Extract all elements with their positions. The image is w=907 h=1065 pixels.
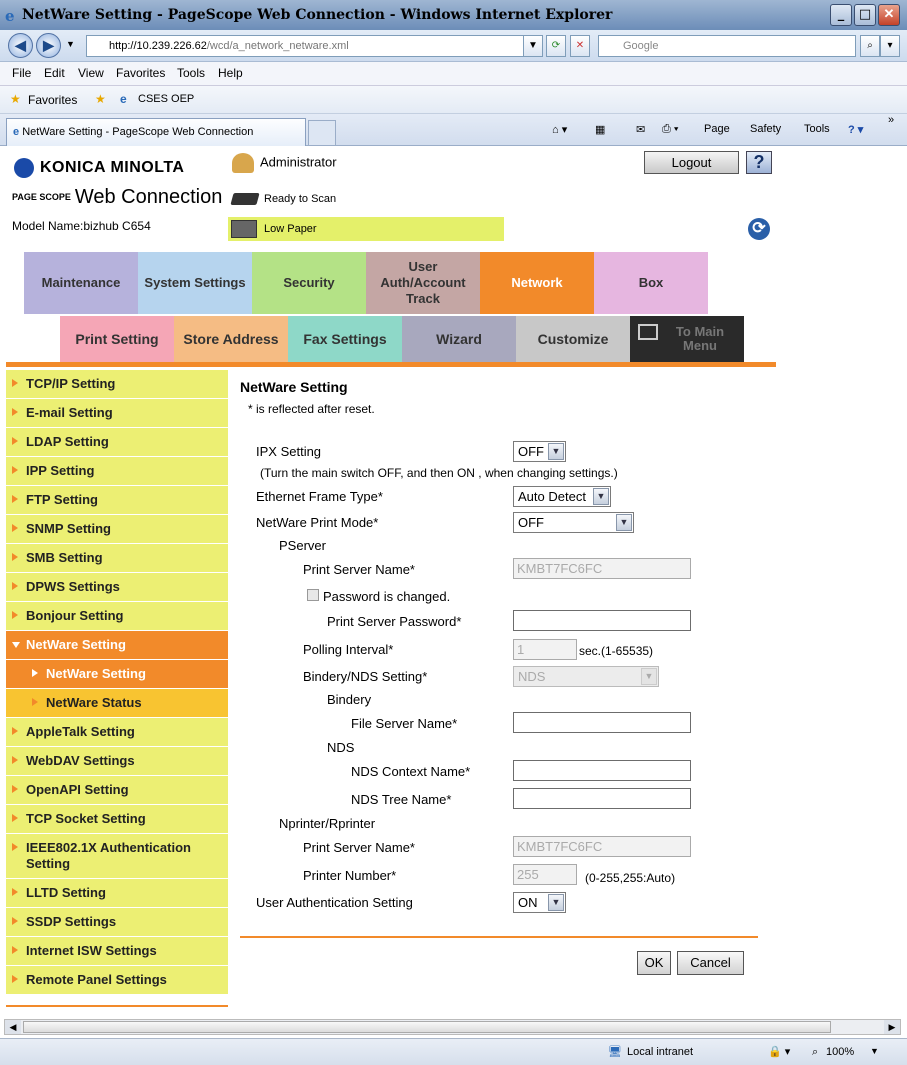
favorites-button[interactable]: Favorites <box>28 93 78 107</box>
intranet-zone-icon: 🖥 <box>608 1046 622 1058</box>
paper-tray-icon <box>231 220 257 238</box>
sidebar-item-appletalk[interactable]: AppleTalk Setting <box>6 718 228 747</box>
forward-button[interactable]: ▶ <box>36 33 61 58</box>
globe-icon <box>14 158 34 178</box>
print-server-name-label: Print Server Name* <box>303 562 415 577</box>
file-server-name-label: File Server Name* <box>351 716 458 731</box>
scanner-icon <box>230 193 259 205</box>
arrow-icon <box>12 611 18 619</box>
sidebar-item-remote-panel[interactable]: Remote Panel Settings <box>6 966 228 995</box>
address-toolbar <box>0 30 907 62</box>
chevron-down-icon: ▼ <box>548 894 564 911</box>
minimize-button[interactable]: _ <box>830 4 852 26</box>
tab-maintenance[interactable]: Maintenance <box>24 252 138 314</box>
nds-context-name-input[interactable] <box>513 760 691 781</box>
search-icon[interactable]: ⌕ <box>860 35 880 57</box>
arrow-icon <box>12 437 18 445</box>
address-input[interactable]: http://10.239.226.62/wcd/a_network_netware.xml <box>86 35 542 57</box>
ipx-hint: (Turn the main switch OFF, and then ON , when changing settings.) <box>260 466 618 480</box>
address-dropdown-icon[interactable]: ▼ <box>523 35 543 57</box>
main-menu-icon <box>638 324 658 340</box>
device-status: Ready to Scan <box>232 193 336 205</box>
home-icon[interactable]: ⌂ ▾ <box>552 124 568 136</box>
menu-file[interactable]: File <box>12 66 32 80</box>
tab-store-address[interactable]: Store Address <box>174 316 288 362</box>
sidebar-item-dpws[interactable]: DPWS Settings <box>6 573 228 602</box>
password-changed-checkbox[interactable] <box>307 589 319 601</box>
stop-icon[interactable]: ✕ <box>570 35 590 57</box>
arrow-icon <box>12 727 18 735</box>
polling-interval-label: Polling Interval* <box>303 642 394 657</box>
frame-type-select[interactable]: Auto Detect ▼ <box>513 486 611 507</box>
tab-security[interactable]: Security <box>252 252 366 314</box>
tab-network[interactable]: Network <box>480 252 594 314</box>
arrow-icon <box>12 495 18 503</box>
ie-icon: e <box>5 7 15 25</box>
sidebar-item-ssdp[interactable]: SSDP Settings <box>6 908 228 937</box>
sidebar-item-openapi[interactable]: OpenAPI Setting <box>6 776 228 805</box>
feeds-icon[interactable]: ▦ <box>595 124 606 136</box>
nds-tree-name-label: NDS Tree Name* <box>351 792 452 807</box>
favorites-star-icon: ★ <box>10 92 21 106</box>
browser-tab-active[interactable] <box>6 118 306 146</box>
arrow-icon <box>12 408 18 416</box>
sidebar-item-ieee8021x[interactable]: IEEE802.1X Authentication Setting <box>6 834 228 879</box>
sidebar-item-tcpip[interactable]: TCP/IP Setting <box>6 370 228 399</box>
sidebar-item-ftp[interactable]: FTP Setting <box>6 486 228 515</box>
sidebar-item-email[interactable]: E-mail Setting <box>6 399 228 428</box>
add-favorite-icon[interactable]: ★ <box>95 92 106 106</box>
nprinter-heading: Nprinter/Rprinter <box>279 816 376 831</box>
menu-edit[interactable]: Edit <box>44 66 65 80</box>
chevron-down-icon: ▼ <box>548 443 564 460</box>
search-input[interactable]: Google <box>598 35 856 57</box>
ipx-setting-select[interactable]: OFF ▼ <box>513 441 566 462</box>
tab-fax-settings[interactable]: Fax Settings <box>288 316 402 362</box>
sidebar-item-tcp-socket[interactable]: TCP Socket Setting <box>6 805 228 834</box>
help-button[interactable]: ? <box>746 151 772 174</box>
print-mode-select[interactable]: OFF ▼ <box>513 512 634 533</box>
arrow-icon <box>12 946 18 954</box>
frame-type-label: Ethernet Frame Type* <box>256 489 383 504</box>
help-icon[interactable]: ? ▾ <box>848 124 864 136</box>
status-bar <box>0 1038 907 1065</box>
pserver-heading: PServer <box>279 538 326 553</box>
tab-system-settings[interactable]: System Settings <box>138 252 252 314</box>
chevron-down-icon: ▼ <box>593 488 609 505</box>
favorites-bar <box>0 86 907 114</box>
user-info: Administrator <box>232 153 337 173</box>
chevron-down-icon: ▼ <box>616 514 632 531</box>
chevron-down-icon: ▼ <box>641 668 657 685</box>
tab-user-auth[interactable]: User Auth/Account Track <box>366 252 480 314</box>
back-button[interactable]: ◀ <box>8 33 33 58</box>
window-titlebar <box>0 0 907 30</box>
page-menu[interactable]: Page <box>704 123 730 135</box>
mail-icon[interactable]: ✉ <box>636 124 646 136</box>
web-connection-logo: PAGE SCOPE Web Connection <box>12 186 223 208</box>
polling-interval-unit: sec.(1-65535) <box>579 644 654 658</box>
print-icon[interactable]: ⎙ ▾ <box>662 123 679 135</box>
tab-wizard[interactable]: Wizard <box>402 316 516 362</box>
nprinter-server-name-label: Print Server Name* <box>303 840 415 855</box>
sidebar-item-webdav[interactable]: WebDAV Settings <box>6 747 228 776</box>
sidebar-item-ipp[interactable]: IPP Setting <box>6 457 228 486</box>
arrow-icon <box>12 466 18 474</box>
tab-print-setting[interactable]: Print Setting <box>60 316 174 362</box>
favorite-link-cses[interactable]: CSES OEP <box>138 93 195 105</box>
sidebar-subitem-netware-status[interactable]: NetWare Status <box>6 689 228 718</box>
toolbar-overflow-icon[interactable]: » <box>888 114 895 126</box>
tab-to-main-menu[interactable]: To Main Menu <box>630 316 744 362</box>
arrow-icon <box>12 843 18 851</box>
sidebar-item-smb[interactable]: SMB Setting <box>6 544 228 573</box>
tab-customize[interactable]: Customize <box>516 316 630 362</box>
close-window-button[interactable]: ✕ <box>878 4 900 26</box>
printer-number-input[interactable]: 255 <box>513 864 577 885</box>
menu-view[interactable]: View <box>78 66 104 80</box>
model-name: Model Name:bizhub C654 <box>12 219 151 233</box>
protected-mode-icon[interactable]: 🔒 ▾ <box>768 1046 791 1058</box>
menu-bar <box>0 62 907 86</box>
sidebar-item-netware[interactable]: NetWare Setting <box>6 631 228 660</box>
ok-button[interactable]: OK <box>637 951 671 975</box>
printer-number-label: Printer Number* <box>303 868 397 883</box>
print-mode-label: NetWare Print Mode* <box>256 515 379 530</box>
user-auth-setting-select[interactable]: ON ▼ <box>513 892 566 913</box>
arrow-icon <box>12 917 18 925</box>
content-divider <box>240 936 758 938</box>
new-tab-button[interactable] <box>308 120 336 146</box>
arrow-icon <box>12 814 18 822</box>
scroll-left-icon[interactable]: ◀ <box>5 1020 21 1034</box>
tab-ie-icon: e <box>13 126 20 138</box>
sidebar <box>6 370 228 995</box>
sidebar-item-snmp[interactable]: SNMP Setting <box>6 515 228 544</box>
page-title: NetWare Setting <box>240 379 348 395</box>
scroll-right-icon[interactable]: ▶ <box>884 1020 900 1034</box>
window-title: NetWare Setting - PageScope Web Connection - Windows Internet Explorer <box>22 7 613 23</box>
arrow-icon <box>12 888 18 896</box>
arrow-icon <box>12 553 18 561</box>
bindery-nds-label: Bindery/NDS Setting* <box>303 669 428 684</box>
arrow-icon <box>12 756 18 764</box>
sidebar-divider <box>6 1005 228 1007</box>
menu-favorites[interactable]: Favorites <box>116 66 166 80</box>
tools-menu[interactable]: Tools <box>804 123 830 135</box>
arrow-icon <box>12 785 18 793</box>
ie-page-icon: e <box>120 92 127 106</box>
logout-button[interactable]: Logout <box>644 151 739 174</box>
bindery-nds-select[interactable]: NDS ▼ <box>513 666 659 687</box>
sidebar-item-internet-isw[interactable]: Internet ISW Settings <box>6 937 228 966</box>
ipx-setting-label: IPX Setting <box>256 444 322 459</box>
search-options-icon[interactable]: ▾ <box>880 35 900 57</box>
nprinter-server-name-input[interactable]: KMBT7FC6FC <box>513 836 691 857</box>
page-refresh-icon[interactable]: ⟳ <box>748 218 770 240</box>
menu-help[interactable]: Help <box>218 66 243 80</box>
print-server-name-input[interactable]: KMBT7FC6FC <box>513 558 691 579</box>
printer-number-range: (0-255,255:Auto) <box>585 871 676 885</box>
zoom-dropdown-icon[interactable]: ▼ <box>870 1046 879 1056</box>
arrow-icon <box>12 524 18 532</box>
user-icon <box>232 153 254 173</box>
zoom-icon: ⌕ <box>812 1046 819 1058</box>
print-server-password-input[interactable] <box>513 610 691 631</box>
low-paper-warning: Low Paper <box>228 217 504 241</box>
menu-tools[interactable]: Tools <box>177 66 206 80</box>
print-server-password-label: Print Server Password* <box>327 614 462 629</box>
sidebar-item-ldap[interactable]: LDAP Setting <box>6 428 228 457</box>
bindery-heading: Bindery <box>327 692 372 707</box>
sidebar-subitem-netware-setting[interactable]: NetWare Setting <box>6 660 228 689</box>
tab-box[interactable]: Box <box>594 252 708 314</box>
history-dropdown-icon[interactable]: ▼ <box>66 39 75 49</box>
safety-menu[interactable]: Safety <box>750 123 782 135</box>
browser-tab-label: NetWare Setting - PageScope Web Connection <box>22 126 254 138</box>
zoom-level[interactable]: 100% <box>826 1046 855 1058</box>
horizontal-scrollbar[interactable] <box>4 1019 901 1035</box>
polling-interval-input[interactable]: 1 <box>513 639 577 660</box>
security-zone: Local intranet <box>627 1046 694 1058</box>
reset-note: * is reflected after reset. <box>248 402 375 416</box>
arrow-icon <box>32 698 38 706</box>
arrow-icon <box>12 582 18 590</box>
scrollbar-thumb[interactable] <box>23 1021 831 1033</box>
arrow-icon <box>12 975 18 983</box>
browser-tab-bar <box>0 114 907 146</box>
password-changed-label: Password is changed. <box>323 589 451 604</box>
arrow-icon <box>32 669 38 677</box>
konica-minolta-logo: KONICA MINOLTA <box>14 158 184 178</box>
file-server-name-input[interactable] <box>513 712 691 733</box>
refresh-icon[interactable]: ⟳ <box>546 35 566 57</box>
nds-tree-name-input[interactable] <box>513 788 691 809</box>
maximize-button[interactable]: □ <box>854 4 876 26</box>
nds-heading: NDS <box>327 740 355 755</box>
user-auth-setting-label: User Authentication Setting <box>256 895 413 910</box>
sidebar-item-lltd[interactable]: LLTD Setting <box>6 879 228 908</box>
sidebar-item-bonjour[interactable]: Bonjour Setting <box>6 602 228 631</box>
expand-arrow-icon <box>12 642 20 648</box>
cancel-button[interactable]: Cancel <box>677 951 744 975</box>
header-divider <box>6 362 776 367</box>
arrow-icon <box>12 379 18 387</box>
nds-context-name-label: NDS Context Name* <box>351 764 471 779</box>
